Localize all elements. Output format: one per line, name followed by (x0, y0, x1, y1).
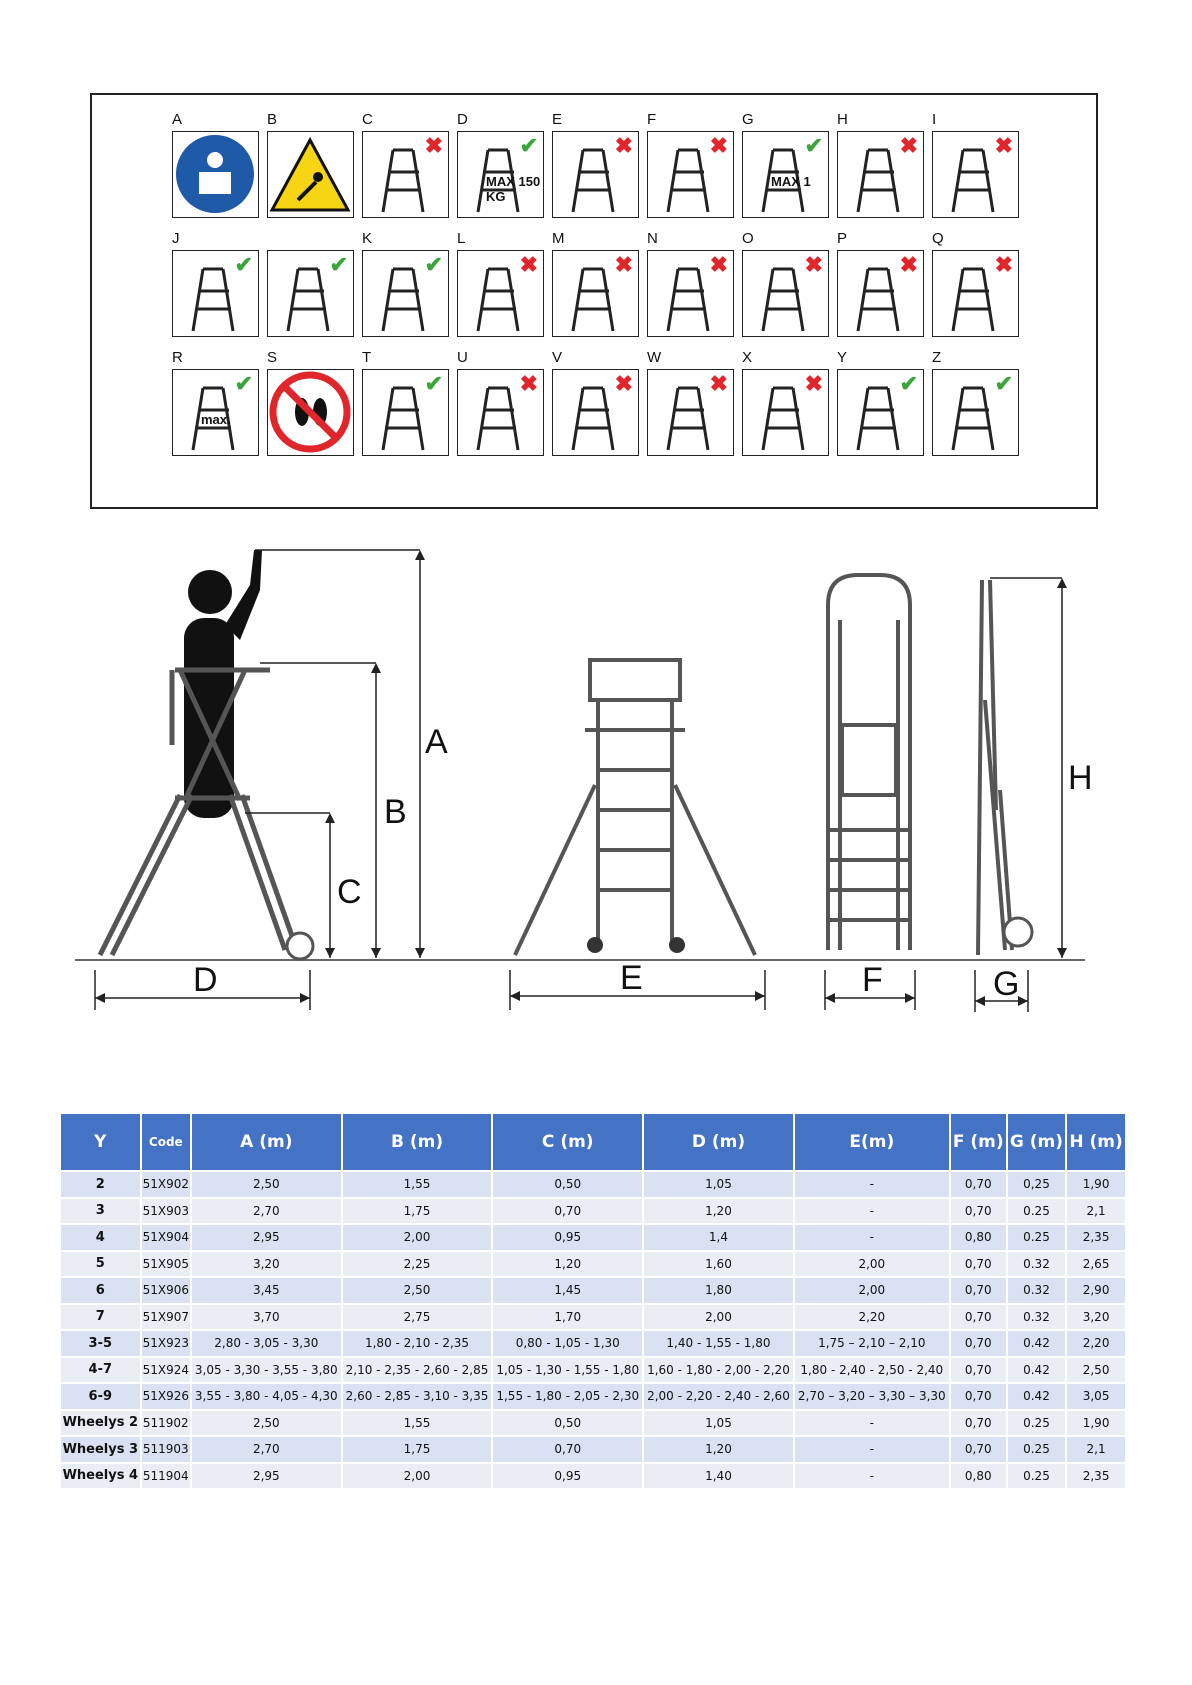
pictogram-cell (457, 230, 552, 338)
table-cell: 6 (61, 1278, 140, 1303)
table-body (61, 1172, 1125, 1488)
table-cell: 511903 (142, 1437, 190, 1462)
pictogram-cell (362, 349, 457, 457)
table-cell: 1,20 (644, 1437, 793, 1462)
column-header: G (m) (1008, 1114, 1065, 1170)
pictogram-cell (647, 111, 742, 219)
table-cell: 1,40 (644, 1464, 793, 1489)
check-icon: ✔ (234, 371, 253, 396)
pictogram-letter: C (362, 111, 373, 128)
pictogram-text: MAX 1 (771, 174, 811, 189)
cross-icon: ✖ (614, 371, 633, 396)
pictogram-cell (932, 230, 1027, 338)
table-cell: 3,55 - 3,80 - 4,05 - 4,30 (192, 1384, 341, 1409)
table-cell: 2,95 (192, 1225, 341, 1250)
table-cell: 3 (61, 1199, 140, 1224)
table-row (61, 1358, 1125, 1383)
table-cell: 51X924 (142, 1358, 190, 1383)
table-cell: 2,50 (192, 1411, 341, 1436)
pictogram-text: max. (201, 412, 231, 427)
table-row (61, 1305, 1125, 1330)
cross-icon: ✖ (709, 252, 728, 277)
one-person-icon (742, 131, 829, 218)
cross-icon: ✖ (994, 252, 1013, 277)
ladder-folded-front-icon (828, 575, 910, 950)
table-cell: 4-7 (61, 1358, 140, 1383)
table-cell: - (795, 1437, 949, 1462)
ladder-tilted-icon (552, 131, 639, 218)
weight-on-step-icon (362, 369, 449, 456)
pictogram-cell (837, 230, 932, 338)
table-cell: 1,20 (644, 1199, 793, 1224)
table-cell: 3,05 - 3,30 - 3,55 - 3,80 (192, 1358, 341, 1383)
table-cell: 2,00 (343, 1225, 492, 1250)
table-cell: 2,00 - 2,20 - 2,40 - 2,60 (644, 1384, 793, 1409)
column-header: D (m) (644, 1114, 793, 1170)
carry-load-icon (552, 250, 639, 337)
pictogram-letter: F (647, 111, 657, 128)
home-use-icon (267, 250, 354, 337)
pictogram-letter: L (457, 230, 466, 247)
table-cell: 51X904 (142, 1225, 190, 1250)
pictogram-cell (837, 349, 932, 457)
cross-icon: ✖ (899, 252, 918, 277)
pictogram-cell (552, 349, 647, 457)
column-header: Code (142, 1114, 190, 1170)
pictogram-cell (742, 230, 837, 338)
table-row (61, 1384, 1125, 1409)
table-cell: 0,70 (951, 1199, 1006, 1224)
table-cell: 0,70 (951, 1278, 1006, 1303)
table-cell: 2,35 (1067, 1225, 1125, 1250)
cross-icon: ✖ (709, 371, 728, 396)
pictogram-letter: D (457, 111, 468, 128)
table-cell: 1,75 (343, 1199, 492, 1224)
table-cell: 7 (61, 1305, 140, 1330)
pictogram-cell (362, 230, 457, 338)
max-load-icon (457, 131, 544, 218)
pictogram-cell (742, 111, 837, 219)
table-cell: 0.32 (1008, 1252, 1065, 1277)
step-across-icon (647, 369, 734, 456)
table-cell: 1,05 (644, 1411, 793, 1436)
table-cell: 2,00 (795, 1278, 949, 1303)
table-cell: 0.42 (1008, 1384, 1065, 1409)
table-cell: 5 (61, 1252, 140, 1277)
dimension-diagram (0, 530, 1192, 1020)
max-spread-icon (172, 369, 259, 456)
table-cell: 0,70 (951, 1305, 1006, 1330)
lean-against-icon (932, 250, 1019, 337)
dim-label-e: E (620, 959, 643, 997)
table-row (61, 1172, 1125, 1197)
column-header: H (m) (1067, 1114, 1125, 1170)
pictogram-letter: J (172, 230, 180, 247)
pictogram-letter: K (362, 230, 373, 247)
table-cell: 2,70 (192, 1437, 341, 1462)
pictogram-cell (267, 349, 362, 457)
table-row (61, 1225, 1125, 1250)
table-cell: 2,20 (1067, 1331, 1125, 1356)
table-cell: 4 (61, 1225, 140, 1250)
pictogram-cell (457, 111, 552, 219)
table-cell: 3,20 (192, 1252, 341, 1277)
table-cell: - (795, 1172, 949, 1197)
table-cell: 0,25 (1008, 1172, 1065, 1197)
table-cell: 1,60 (644, 1252, 793, 1277)
table-cell: 51X906 (142, 1278, 190, 1303)
table-cell: 1,60 - 1,80 - 2,00 - 2,20 (644, 1358, 793, 1383)
climb-facing-icon (362, 250, 449, 337)
table-cell: 0.25 (1008, 1437, 1065, 1462)
table-cell: 51X926 (142, 1384, 190, 1409)
stabilizers-icon (837, 369, 924, 456)
table-row (61, 1252, 1125, 1277)
check-icon: ✔ (424, 252, 443, 277)
table-cell: - (795, 1464, 949, 1489)
table-cell: 1,55 (343, 1411, 492, 1436)
pictogram-letter: H (837, 111, 848, 128)
table-row (61, 1411, 1125, 1436)
pictogram-grid (172, 111, 1027, 457)
pictogram-cell (552, 230, 647, 338)
pictogram-letter: Q (932, 230, 944, 247)
pictogram-letter: A (172, 111, 183, 128)
pictogram-cell (362, 111, 457, 219)
pictogram-letter: S (267, 349, 278, 366)
column-header: E(m) (795, 1114, 949, 1170)
table-cell: 0.25 (1008, 1199, 1065, 1224)
table-row (61, 1199, 1125, 1224)
pictogram-cell (837, 111, 932, 219)
table-row (61, 1278, 1125, 1303)
pictogram-cell (742, 349, 837, 457)
table-cell: 51X903 (142, 1199, 190, 1224)
pictogram-cell (267, 111, 362, 219)
table-cell: 2,00 (644, 1305, 793, 1330)
table-cell: 2,35 (1067, 1464, 1125, 1489)
table-cell: 1,90 (1067, 1172, 1125, 1197)
cross-icon: ✖ (519, 371, 538, 396)
wind-icon (742, 369, 829, 456)
table-cell: 2,60 - 2,85 - 3,10 - 3,35 (343, 1384, 492, 1409)
table-cell: 0.32 (1008, 1278, 1065, 1303)
pictogram-letter: X (742, 349, 753, 366)
table-cell: 0,95 (493, 1225, 642, 1250)
table-cell: 1,80 - 2,10 - 2,35 (343, 1331, 492, 1356)
table-cell: 2,25 (343, 1252, 492, 1277)
table-cell: 0,70 (951, 1437, 1006, 1462)
table-cell: 2,95 (192, 1464, 341, 1489)
table-cell: 1,55 - 1,80 - 2,05 - 2,30 (493, 1384, 642, 1409)
table-cell: 2,10 - 2,35 - 2,60 - 2,85 (343, 1358, 492, 1383)
pictogram-letter: T (362, 349, 372, 366)
table-cell: 2,75 (343, 1305, 492, 1330)
cross-icon: ✖ (804, 252, 823, 277)
pictogram-letter: Y (837, 349, 848, 366)
table-cell: 3,05 (1067, 1384, 1125, 1409)
bridge-use-icon (837, 131, 924, 218)
table-cell: 2,00 (795, 1252, 949, 1277)
pictogram-letter: W (647, 349, 662, 366)
pictogram-letter: N (647, 230, 658, 247)
lock-icon (932, 369, 1019, 456)
column-header: B (m) (343, 1114, 492, 1170)
pictogram-letter: R (172, 349, 183, 366)
pictogram-cell (932, 349, 1027, 457)
pictogram-letter: I (932, 111, 937, 128)
dim-label-d: D (193, 961, 218, 999)
safety-pictogram-panel (90, 93, 1098, 509)
table-cell: 0,70 (951, 1252, 1006, 1277)
check-icon: ✔ (424, 371, 443, 396)
pictogram-cell (647, 230, 742, 338)
table-cell: 0,80 (951, 1225, 1006, 1250)
table-header-row (61, 1114, 1125, 1170)
ladder-folded-icon (362, 131, 449, 218)
check-icon: ✔ (519, 133, 538, 158)
table-cell: Wheelys 3 (61, 1437, 140, 1462)
column-header: C (m) (493, 1114, 642, 1170)
electric-hazard-icon (837, 250, 924, 337)
table-cell: 1,70 (493, 1305, 642, 1330)
table-cell: 1,45 (493, 1278, 642, 1303)
table-cell: - (795, 1199, 949, 1224)
cross-icon: ✖ (709, 133, 728, 158)
table-cell: 2,70 (192, 1199, 341, 1224)
table-cell: 2,80 - 3,05 - 3,30 (192, 1331, 341, 1356)
pictogram-letter: V (552, 349, 563, 366)
table-cell: 0.32 (1008, 1305, 1065, 1330)
table-cell: 0,70 (951, 1411, 1006, 1436)
table-cell: 0.25 (1008, 1411, 1065, 1436)
pictogram-cell (932, 111, 1027, 219)
table-cell: 0,70 (951, 1358, 1006, 1383)
column-header: F (m) (951, 1114, 1006, 1170)
cross-icon: ✖ (614, 252, 633, 277)
column-header: A (m) (192, 1114, 341, 1170)
uneven-ground-icon (932, 131, 1019, 218)
professional-use-icon (172, 250, 259, 337)
pictogram-cell (647, 349, 742, 457)
pictogram-letter: G (742, 111, 754, 128)
table-cell: 0.25 (1008, 1464, 1065, 1489)
ladder-front-view-icon (515, 660, 755, 955)
dim-label-a: A (425, 723, 448, 761)
table-cell: 1,90 (1067, 1411, 1125, 1436)
cross-icon: ✖ (519, 252, 538, 277)
table-cell: 3,45 (192, 1278, 341, 1303)
table-row (61, 1464, 1125, 1489)
pictogram-letter: P (837, 230, 848, 247)
dim-label-b: B (384, 793, 407, 831)
table-cell: 2,1 (1067, 1199, 1125, 1224)
table-cell: 0,80 - 1,05 - 1,30 (493, 1331, 642, 1356)
pictogram-cell (172, 349, 267, 457)
table-cell: 0,80 (951, 1464, 1006, 1489)
dim-label-c: C (337, 873, 362, 911)
table-cell: 0.25 (1008, 1225, 1065, 1250)
table-cell: 1,80 - 2,40 - 2,50 - 2,40 (795, 1358, 949, 1383)
pictogram-letter: U (457, 349, 468, 366)
pictogram-letter: M (552, 230, 565, 247)
cross-icon: ✖ (994, 133, 1013, 158)
table-cell: 1,05 - 1,30 - 1,55 - 1,80 (493, 1358, 642, 1383)
table-cell: - (795, 1225, 949, 1250)
table-cell: 51X905 (142, 1252, 190, 1277)
table-cell: 2,90 (1067, 1278, 1125, 1303)
dim-label-h: H (1068, 759, 1093, 797)
table-cell: 0,50 (493, 1411, 642, 1436)
overreach-icon (647, 131, 734, 218)
pictogram-cell (552, 111, 647, 219)
cross-icon: ✖ (804, 371, 823, 396)
table-cell: 6-9 (61, 1384, 140, 1409)
check-icon: ✔ (234, 252, 253, 277)
table-cell: 2,1 (1067, 1437, 1125, 1462)
pictogram-letter: B (267, 111, 278, 128)
read-manual-icon (172, 131, 259, 218)
cross-icon: ✖ (424, 133, 443, 158)
table-cell: 3,20 (1067, 1305, 1125, 1330)
table-cell: 2,70 – 3,20 – 3,30 – 3,30 (795, 1384, 949, 1409)
pictogram-cell (172, 111, 267, 219)
table-cell: 2,65 (1067, 1252, 1125, 1277)
table-cell: - (795, 1411, 949, 1436)
table-cell: 2,00 (343, 1464, 492, 1489)
table-cell: 0,70 (493, 1437, 642, 1462)
table-row (61, 1331, 1125, 1356)
table-cell: 1,75 – 2,10 – 2,10 (795, 1331, 949, 1356)
no-stand-icon (267, 369, 354, 456)
table-cell: 0,70 (951, 1331, 1006, 1356)
pictogram-text: MAX 150 KG (486, 174, 541, 204)
pictogram-letter: E (552, 111, 563, 128)
table-cell: 0.42 (1008, 1358, 1065, 1383)
check-icon: ✔ (329, 252, 348, 277)
table-cell: 2,50 (192, 1172, 341, 1197)
climb-backward-icon (552, 369, 639, 456)
side-loading-icon (457, 250, 544, 337)
check-icon: ✔ (899, 371, 918, 396)
check-icon: ✔ (804, 133, 823, 158)
table-cell: 51X902 (142, 1172, 190, 1197)
table-cell: 1,4 (644, 1225, 793, 1250)
table-cell: 3-5 (61, 1331, 140, 1356)
dim-label-g: G (993, 965, 1020, 1003)
table-cell: 0.42 (1008, 1331, 1065, 1356)
cross-icon: ✖ (614, 133, 633, 158)
table-cell: 2 (61, 1172, 140, 1197)
ladder-folded-side-icon (978, 580, 1012, 955)
weight-on-platform-icon (457, 369, 544, 456)
table-cell: 0,70 (493, 1199, 642, 1224)
table-cell: 0,70 (951, 1384, 1006, 1409)
table-cell: Wheelys 4 (61, 1464, 140, 1489)
table-cell: 511904 (142, 1464, 190, 1489)
table-cell: 1,80 (644, 1278, 793, 1303)
flip-flops-icon (647, 250, 734, 337)
table-cell: 0,95 (493, 1464, 642, 1489)
table-cell: 2,50 (343, 1278, 492, 1303)
dimension-table (59, 1112, 1127, 1490)
table-cell: 511902 (142, 1411, 190, 1436)
table-cell: 0,50 (493, 1172, 642, 1197)
table-cell: 1,05 (644, 1172, 793, 1197)
table-cell: 0,70 (951, 1172, 1006, 1197)
dim-label-f: F (862, 961, 883, 999)
table-cell: 1,55 (343, 1172, 492, 1197)
cross-icon: ✖ (899, 133, 918, 158)
table-cell: 51X907 (142, 1305, 190, 1330)
table-cell: 2,50 (1067, 1358, 1125, 1383)
dimension-drawing (0, 530, 1192, 1020)
table-cell: 3,70 (192, 1305, 341, 1330)
table-cell: 1,40 - 1,55 - 1,80 (644, 1331, 793, 1356)
column-header: Y (61, 1114, 140, 1170)
table-row (61, 1437, 1125, 1462)
table-cell: 51X923 (142, 1331, 190, 1356)
table-cell: 2,20 (795, 1305, 949, 1330)
fall-warning-icon (267, 131, 354, 218)
table-cell: Wheelys 2 (61, 1411, 140, 1436)
pictogram-cell (172, 230, 267, 338)
table-cell: 1,75 (343, 1437, 492, 1462)
drugs-alcohol-icon (742, 250, 829, 337)
pictogram-letter: O (742, 230, 754, 247)
check-icon: ✔ (994, 371, 1013, 396)
pictogram-cell (267, 250, 362, 338)
pictogram-cell (457, 349, 552, 457)
table-cell: 1,20 (493, 1252, 642, 1277)
pictogram-letter: Z (932, 349, 942, 366)
